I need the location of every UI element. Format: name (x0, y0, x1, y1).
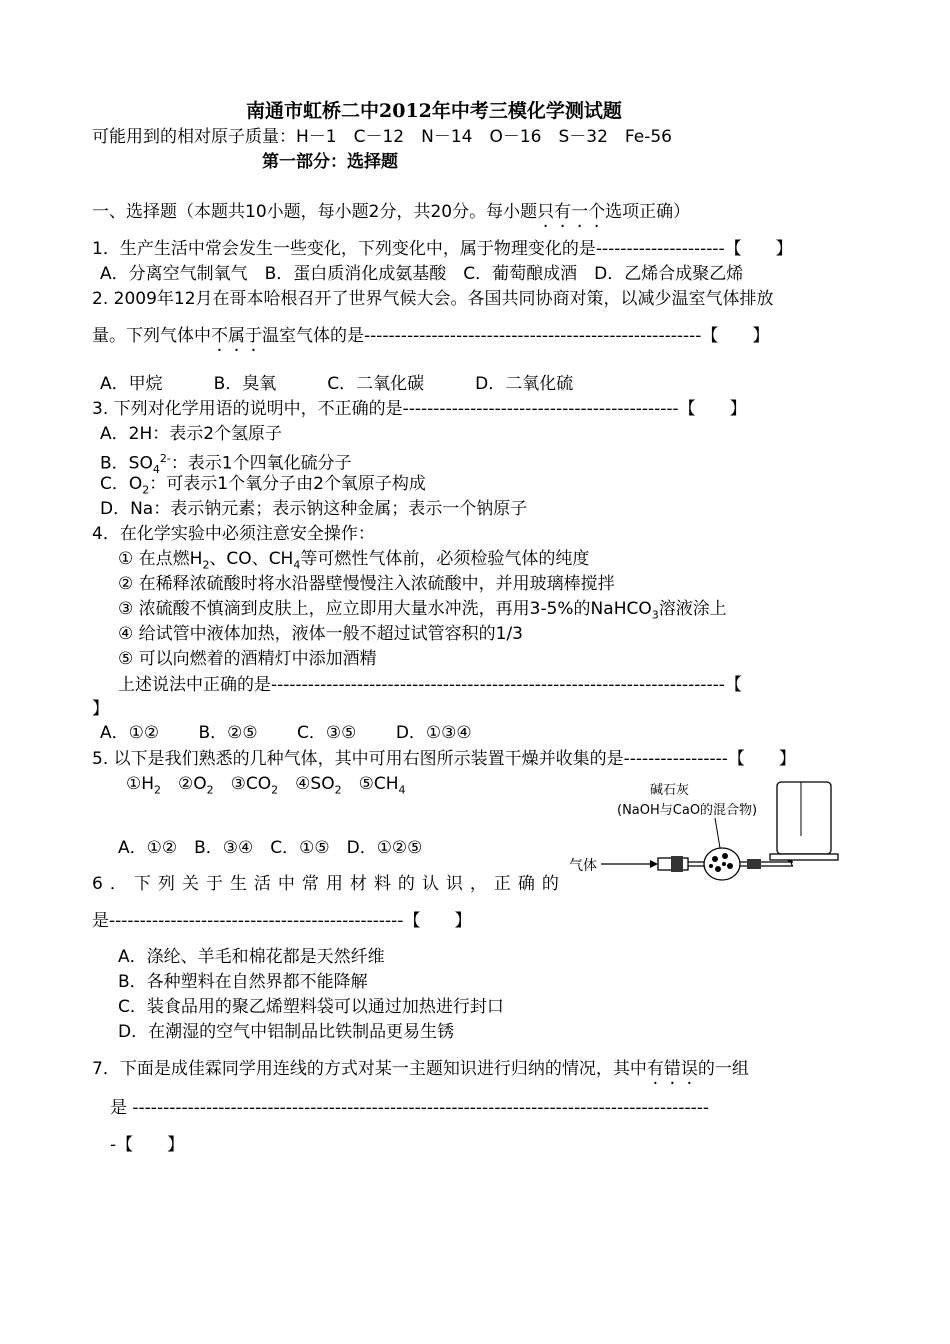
question-3-option-a: A．2H：表示2个氢原子 (100, 424, 283, 444)
section-instruction-emphasis: 只有一个 (537, 202, 606, 222)
q3-c-post: ：可表示1个氧分子由2个氧原子构成 (149, 474, 426, 494)
q3-c-pre: C．O (100, 474, 143, 494)
question-6-stem-line1: 6．下列关于生活中常用材料的认识，正确的 (92, 874, 566, 894)
gas-ch4-sub: 4 (398, 783, 406, 797)
question-2-stem-line2 (92, 325, 769, 347)
question-2-stem-post: 温室气体的是-------------------------------------------------------【 】 (262, 326, 770, 346)
q3-c-sub: 2 (142, 483, 150, 497)
q4-i1-pre: ① 在点燃H (118, 549, 203, 569)
question-4-item-5: ⑤ 可以向燃着的酒精灯中添加酒精 (118, 649, 377, 669)
q4-i3-pre: ③ 浓硫酸不慎滴到皮肤上，应立即用大量水冲洗，再用3-5%的NaHCO (118, 599, 652, 619)
question-5-options: A．①② B．③④ C．①⑤ D．①②⑤ (118, 838, 423, 858)
gas-h2-sub: 2 (154, 783, 162, 797)
gas-ch4-text: ⑤CH (358, 774, 399, 794)
gas-so2-sub: 2 (334, 783, 342, 797)
gas-co2 (230, 774, 279, 797)
question-4-conclusion: 上述说法中正确的是--------------------------------------------------------------------------【 (118, 675, 742, 695)
figure-label-gas: 气体 (569, 858, 597, 874)
q4-i3-sub: 3 (651, 608, 659, 622)
question-2-options: A．甲烷 B．臭氧 C．二氧化碳 D．二氧化硫 (100, 374, 574, 394)
gas-o2-text: ②O (178, 774, 207, 794)
question-4-stem: 4．在化学实验中必须注意安全操作： (92, 524, 375, 544)
question-1-options: A．分离空气制氧气 B．蛋白质消化成氨基酸 C．葡萄酿成酒 D．乙烯合成聚乙烯 (100, 264, 744, 284)
figure-label-soda-lime: 碱石灰 (650, 783, 690, 798)
question-4-item-4: ④ 给试管中液体加热，液体一般不超过试管容积的1/3 (118, 624, 524, 644)
tube-icon (658, 856, 705, 872)
gas-ch4 (358, 774, 406, 797)
q3-b-sub: 4 (152, 463, 160, 477)
part-heading: 第一部分：选择题 (262, 152, 398, 172)
question-2-stem-line1: 2. 2009年12月在哥本哈根召开了世界气候大会。各国共同协商对策，以减少温室气体排放 (92, 289, 774, 309)
gas-co2-text: ③CO (230, 774, 272, 794)
question-5-stem: 5. 以下是我们熟悉的几种气体，其中可用右图所示装置干燥并收集的是-----------------【 】 (92, 749, 796, 769)
gas-o2-sub: 2 (206, 783, 214, 797)
question-7-emphasis: 有错误 (646, 1059, 698, 1079)
gas-o2 (178, 774, 214, 797)
gas-so2 (295, 774, 342, 797)
arrow-icon (601, 860, 658, 868)
gas-so2-text: ④SO (295, 774, 335, 794)
question-3-stem: 3. 下列对化学用语的说明中，不正确的是---------------------------------------------【 】 (92, 399, 747, 419)
question-6-option-c: C．装食品用的聚乙烯塑料袋可以通过加热进行封口 (118, 997, 504, 1017)
question-7-stem (92, 1058, 749, 1080)
figure-label-mixture: (NaOH与CaO的混合物) (617, 803, 758, 818)
q3-b-post: ：表示1个四氧化硫分子 (170, 453, 352, 474)
question-6-option-b: B．各种塑料在自然界都不能降解 (118, 972, 368, 992)
question-4-item-2: ② 在稀释浓硫酸时将水沿器壁慢慢注入浓硫酸中，并用玻璃棒搅拌 (118, 574, 615, 594)
question-6-option-a: A．涤纶、羊毛和棉花都是天然纤维 (118, 947, 385, 967)
q4-i1-mid: 、CO、CH (209, 549, 294, 569)
section-instruction-post: 选项正确） (605, 202, 691, 222)
section-instruction-pre: 一、选择题（本题共10小题，每小题2分，共20分。每小题 (92, 202, 538, 222)
gas-h2-text: ①H (126, 774, 155, 794)
q3-b-pre: B．SO (100, 453, 153, 474)
drying-bulb-icon (704, 818, 740, 880)
gas-h2 (126, 774, 162, 797)
q3-b-sup: 2- (159, 452, 171, 465)
question-1-stem: 1．生产生活中常会发生一些变化，下列变化中，属于物理变化的是---------------------【 】 (92, 239, 793, 259)
question-7-answer-bracket: -【 】 (110, 1135, 185, 1155)
q4-i1-sub1: 2 (202, 558, 210, 572)
question-4-options: A．①② B．②⑤ C．③⑤ D．①③④ (100, 723, 472, 743)
q4-i3-post: 溶液涂上 (658, 599, 727, 619)
question-4-bracket-end: 】 (92, 699, 109, 719)
gas-collection-bottle-icon (770, 782, 838, 860)
drying-apparatus-figure (565, 776, 845, 884)
question-6-stem-line2: 是------------------------------------------------【 】 (92, 911, 472, 931)
question-2-emphasis: 不属于 (211, 326, 262, 346)
question-6-option-d: D．在潮湿的空气中铝制品比铁制品更易生锈 (118, 1022, 455, 1042)
question-7-stem-post: 的一组 (697, 1059, 749, 1079)
question-3-option-d: D．Na：表示钠元素；表示钠这种金属；表示一个钠原子 (100, 499, 528, 519)
question-7-stem-pre: 7．下面是成佳霖同学用连线的方式对某一主题知识进行归纳的情况，其中 (92, 1059, 647, 1079)
section-instruction (92, 201, 690, 223)
q4-i1-post: 等可燃性气体前，必须检验气体的纯度 (300, 549, 590, 569)
exam-title: 南通市虹桥二中2012年中考三模化学测试题 (246, 100, 622, 122)
question-5-gases (126, 773, 405, 801)
q4-i1-sub2: 4 (293, 558, 301, 572)
gas-co2-sub: 2 (271, 783, 279, 797)
question-2-stem-pre: 量。下列气体中 (92, 326, 211, 346)
question-7-line2: 是 ---------------------------------------------------------------------------------------------- (110, 1098, 710, 1118)
atomic-mass-line: 可能用到的相对原子质量：H－1 C－12 N－14 O－16 S－32 Fe-56 (92, 127, 672, 147)
